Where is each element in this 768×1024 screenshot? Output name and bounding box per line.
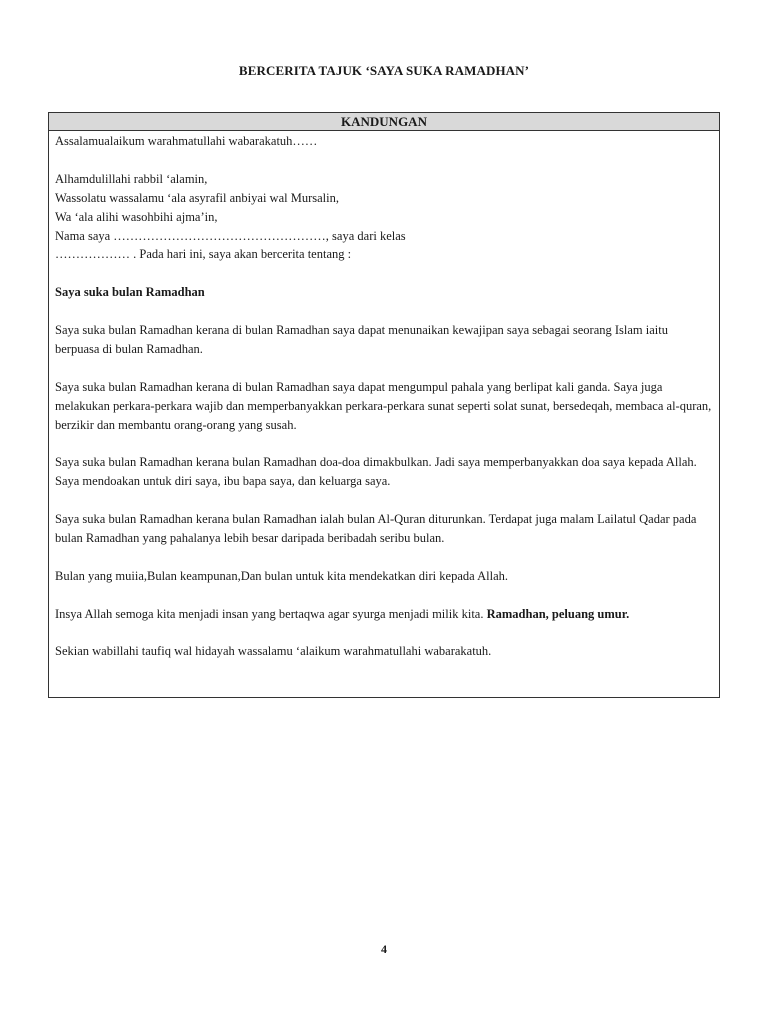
- content-box: [48, 112, 720, 698]
- section-heading: Saya suka bulan Ramadhan: [55, 285, 205, 300]
- farewell-line: Sekian wabillahi taufiq wal hidayah wassalamu ‘alaikum warahmatullahi wabarakatuh.: [55, 644, 492, 659]
- opening-line-1: Alhamdulillahi rabbil ‘alamin,: [55, 171, 208, 186]
- opening-line-2: Wassolatu wassalamu ‘ala asyrafil anbiyai wal Mursalin,: [55, 190, 339, 205]
- box-header: KANDUNGAN: [49, 113, 719, 131]
- closing-paragraph: [55, 605, 713, 624]
- page-number: 4: [381, 942, 387, 956]
- opening-line-4: Nama saya ……………………………………………, saya dari kelas: [55, 228, 406, 243]
- paragraph-5: Bulan yang muiia,Bulan keampunan,Dan bulan untuk kita mendekatkan diri kepada Allah.: [55, 568, 509, 583]
- opening-line-3: Wa ‘ala alihi wasohbihi ajma’in,: [55, 209, 218, 224]
- opening-line-5: ……………… . Pada hari ini, saya akan bercerita tentang :: [55, 247, 352, 262]
- paragraph-4: Saya suka bulan Ramadhan kerana bulan Ramadhan ialah bulan Al-Quran diturunkan. Terdapat juga malam Lailatul Qadar pada bulan Ramadhan yang pahalanya lebih besar daripada beribadah seribu bulan.: [55, 512, 697, 545]
- document-title: BERCERITA TAJUK ‘SAYA SUKA RAMADHAN’: [238, 63, 530, 78]
- paragraph-1: Saya suka bulan Ramadhan kerana di bulan Ramadhan saya dapat menunaikan kewajipan saya sebagai seorang Islam iaitu berpuasa di bulan Ramadhan.: [55, 323, 668, 356]
- greeting-line: Assalamualaikum warahmatullahi wabarakatuh……: [55, 134, 318, 148]
- paragraph-3: Saya suka bulan Ramadhan kerana bulan Ramadhan doa-doa dimakbulkan. Jadi saya memperbanyakkan doa saya kepada Allah. Saya mendoakan untuk diri saya, ibu bapa saya, dan keluarga saya.: [55, 455, 697, 489]
- box-body: [49, 131, 719, 661]
- closing-text: Insya Allah semoga kita menjadi insan yang bertaqwa agar syurga menjadi milik kita.: [55, 606, 487, 621]
- closing-bold-text: Ramadhan, peluang umur.: [486, 606, 630, 621]
- paragraph-2: Saya suka bulan Ramadhan kerana di bulan Ramadhan saya dapat mengumpul pahala yang berlipat kali ganda. Saya juga melakukan perkara-perkara wajib dan memperbanyakkan perkara-perkara sunat seperti solat sunat, bersedeqah, membaca al-quran, berzikir dan membantu orang-orang yang susah.: [55, 379, 712, 432]
